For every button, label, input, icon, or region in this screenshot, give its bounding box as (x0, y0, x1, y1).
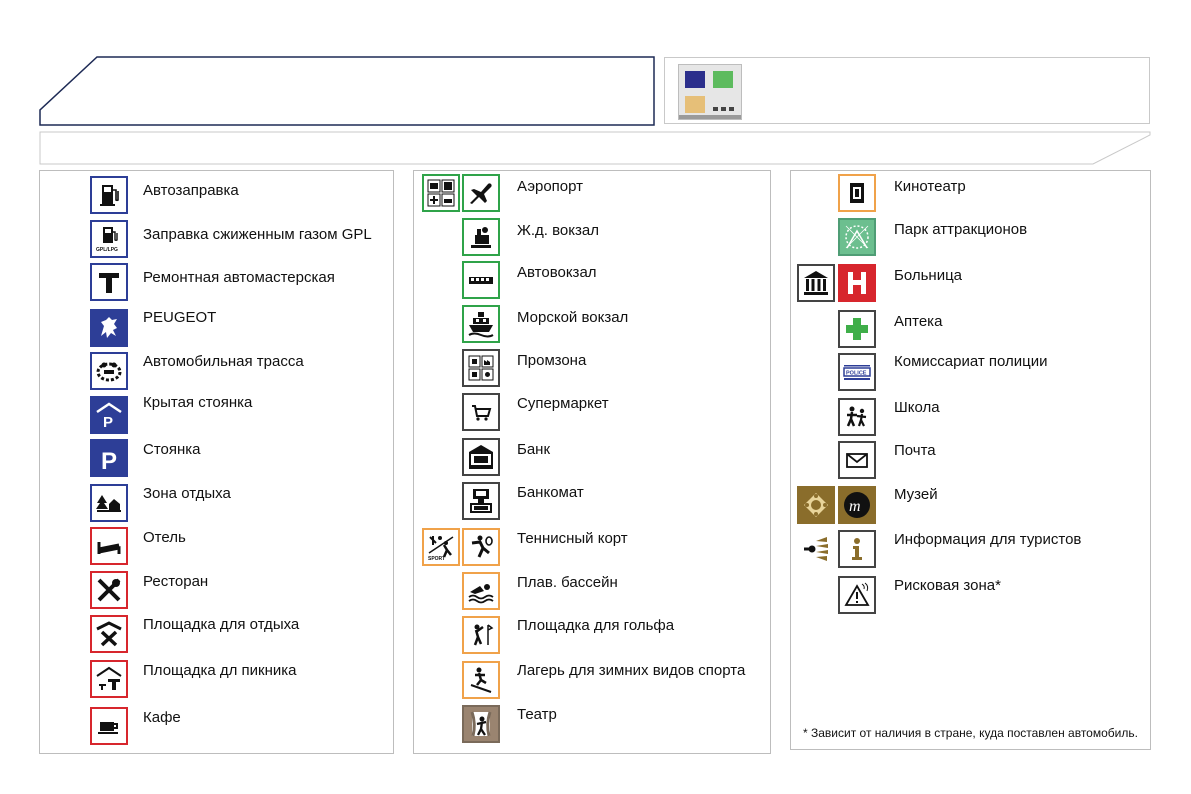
list-item (40, 707, 393, 751)
industrial-zone-icon (462, 349, 500, 387)
parking-icon (90, 439, 128, 477)
list-item (40, 176, 393, 220)
peugeot-lion-icon (90, 309, 128, 347)
bus-station-icon (462, 261, 500, 299)
legend-label: Комиссариат полиции (894, 353, 1048, 370)
legend-label: Автозаправка (143, 182, 239, 199)
legend-label: Промзона (517, 352, 587, 369)
list-item (791, 486, 1150, 530)
police-text: POLICE (846, 370, 867, 377)
courthouse-icon (797, 264, 835, 302)
legend-label: PEUGEOT (143, 309, 217, 326)
legend-label: Зона отдыха (143, 485, 231, 502)
legend-label: Музей (894, 486, 938, 503)
legend-label: Ресторан (143, 573, 209, 590)
list-item (791, 174, 1150, 218)
tennis-icon (462, 528, 500, 566)
list-item (40, 263, 393, 307)
sport-icon (422, 528, 460, 566)
risk-warning-icon (838, 576, 876, 614)
legend-label: Рисковая зона* (894, 577, 1001, 594)
legend-label: Автовокзал (517, 264, 597, 281)
monument-icon (797, 486, 835, 524)
legend-label: Крытая стоянка (143, 394, 253, 411)
supermarket-cart-icon (462, 393, 500, 431)
list-item (791, 264, 1150, 308)
map-layers-icon (678, 64, 742, 120)
atm-icon (462, 482, 500, 520)
rest-area-icon (90, 484, 128, 522)
legend-panel-1 (39, 170, 394, 754)
legend-label: Плав. бассейн (517, 574, 618, 591)
svg-text:m: m (849, 498, 861, 515)
list-item (791, 530, 1150, 574)
list-item (414, 438, 770, 482)
picnic-icon (90, 660, 128, 698)
list-item (791, 398, 1150, 442)
list-item (40, 220, 393, 264)
list-item (40, 571, 393, 615)
legend-label: Площадка для отдыха (143, 616, 300, 633)
legend-label: Ж.д. вокзал (517, 222, 599, 239)
section-band (39, 131, 1151, 165)
post-envelope-icon (838, 441, 876, 479)
list-item (791, 310, 1150, 354)
golf-icon (462, 616, 500, 654)
svg-text:P: P (103, 414, 114, 429)
repair-hammer-icon (90, 263, 128, 301)
fuel-pump-icon (90, 176, 128, 214)
header-right-tab (664, 57, 1150, 124)
cinema-film-icon (838, 174, 876, 212)
list-item (414, 393, 770, 437)
transport-hub-icon (422, 174, 460, 212)
legend-label: Автомобильная трасса (143, 353, 304, 370)
ski-icon (462, 661, 500, 699)
legend-label: Банк (517, 441, 551, 458)
tourist-info-icon (838, 530, 876, 568)
cafe-cup-icon (90, 707, 128, 745)
bank-icon (462, 438, 500, 476)
legend-label: Больница (894, 267, 963, 284)
legend-label: Площадка дл пикника (143, 662, 297, 679)
gpl-pump-icon (90, 220, 128, 258)
list-item (414, 528, 770, 572)
theatre-icon (462, 705, 500, 743)
pharmacy-cross-icon (838, 310, 876, 348)
train-station-icon (462, 218, 500, 256)
covered-parking-icon (90, 396, 128, 434)
hospital-icon (838, 264, 876, 302)
list-item (40, 309, 393, 353)
legend-label: Кинотеатр (894, 178, 966, 195)
legend-label: Заправка сжиженным газом GPL (143, 226, 372, 243)
list-item (40, 484, 393, 528)
header-left-tab (39, 56, 655, 126)
list-item (414, 705, 770, 749)
list-item (414, 661, 770, 705)
list-item (40, 352, 393, 396)
legend-label: Отель (143, 529, 186, 546)
list-item (414, 174, 770, 218)
list-item (414, 482, 770, 526)
footnote: * Зависит от наличия в стране, куда поставлен автомобиль. (803, 726, 1138, 740)
legend-label: Площадка для гольфа (517, 617, 675, 634)
restaurant-cutlery-icon (90, 571, 128, 609)
legend-label: Теннисный корт (517, 530, 628, 547)
legend-label: Парк аттракционов (894, 221, 1028, 238)
list-item (414, 572, 770, 616)
list-item (791, 576, 1150, 620)
legend-panel-3 (790, 170, 1151, 750)
legend-label: Аэропорт (517, 178, 584, 195)
legend-label: Стоянка (143, 441, 201, 458)
police-icon (838, 353, 876, 391)
ferry-terminal-icon (462, 305, 500, 343)
legend-panel-2 (413, 170, 771, 754)
list-item (414, 349, 770, 393)
legend-label: Супермаркет (517, 395, 609, 412)
legend-label: Театр (517, 706, 557, 723)
list-item (40, 660, 393, 704)
list-item (40, 439, 393, 483)
list-item (414, 261, 770, 305)
race-track-icon (90, 352, 128, 390)
hotel-bed-icon (90, 527, 128, 565)
swimming-icon (462, 572, 500, 610)
list-item (791, 218, 1150, 262)
list-item (414, 218, 770, 262)
legend-label: Информация для туристов (894, 531, 1082, 548)
amusement-park-icon (838, 218, 876, 256)
museum-icon (838, 486, 876, 524)
list-item (414, 305, 770, 349)
legend-label: Лагерь для зимних видов спорта (517, 662, 746, 679)
viewpoint-icon (797, 530, 835, 568)
list-item (414, 616, 770, 660)
legend-label: Ремонтная автомастерская (143, 269, 335, 286)
school-icon (838, 398, 876, 436)
legend-label: Морской вокзал (517, 309, 629, 326)
list-item (791, 353, 1150, 397)
gpl-text: GPL/LPG (96, 247, 118, 253)
list-item (40, 615, 393, 659)
legend-label: Аптека (894, 313, 943, 330)
list-item (40, 396, 393, 440)
legend-label: Банкомат (517, 484, 584, 501)
list-item (791, 441, 1150, 485)
svg-text:P: P (101, 448, 118, 472)
sport-text: SPORT (428, 556, 446, 561)
airport-plane-icon (462, 174, 500, 212)
legend-label: Почта (894, 442, 936, 459)
rest-stop-icon (90, 615, 128, 653)
list-item (40, 527, 393, 571)
legend-label: Кафе (143, 709, 181, 726)
legend-label: Школа (894, 399, 940, 416)
